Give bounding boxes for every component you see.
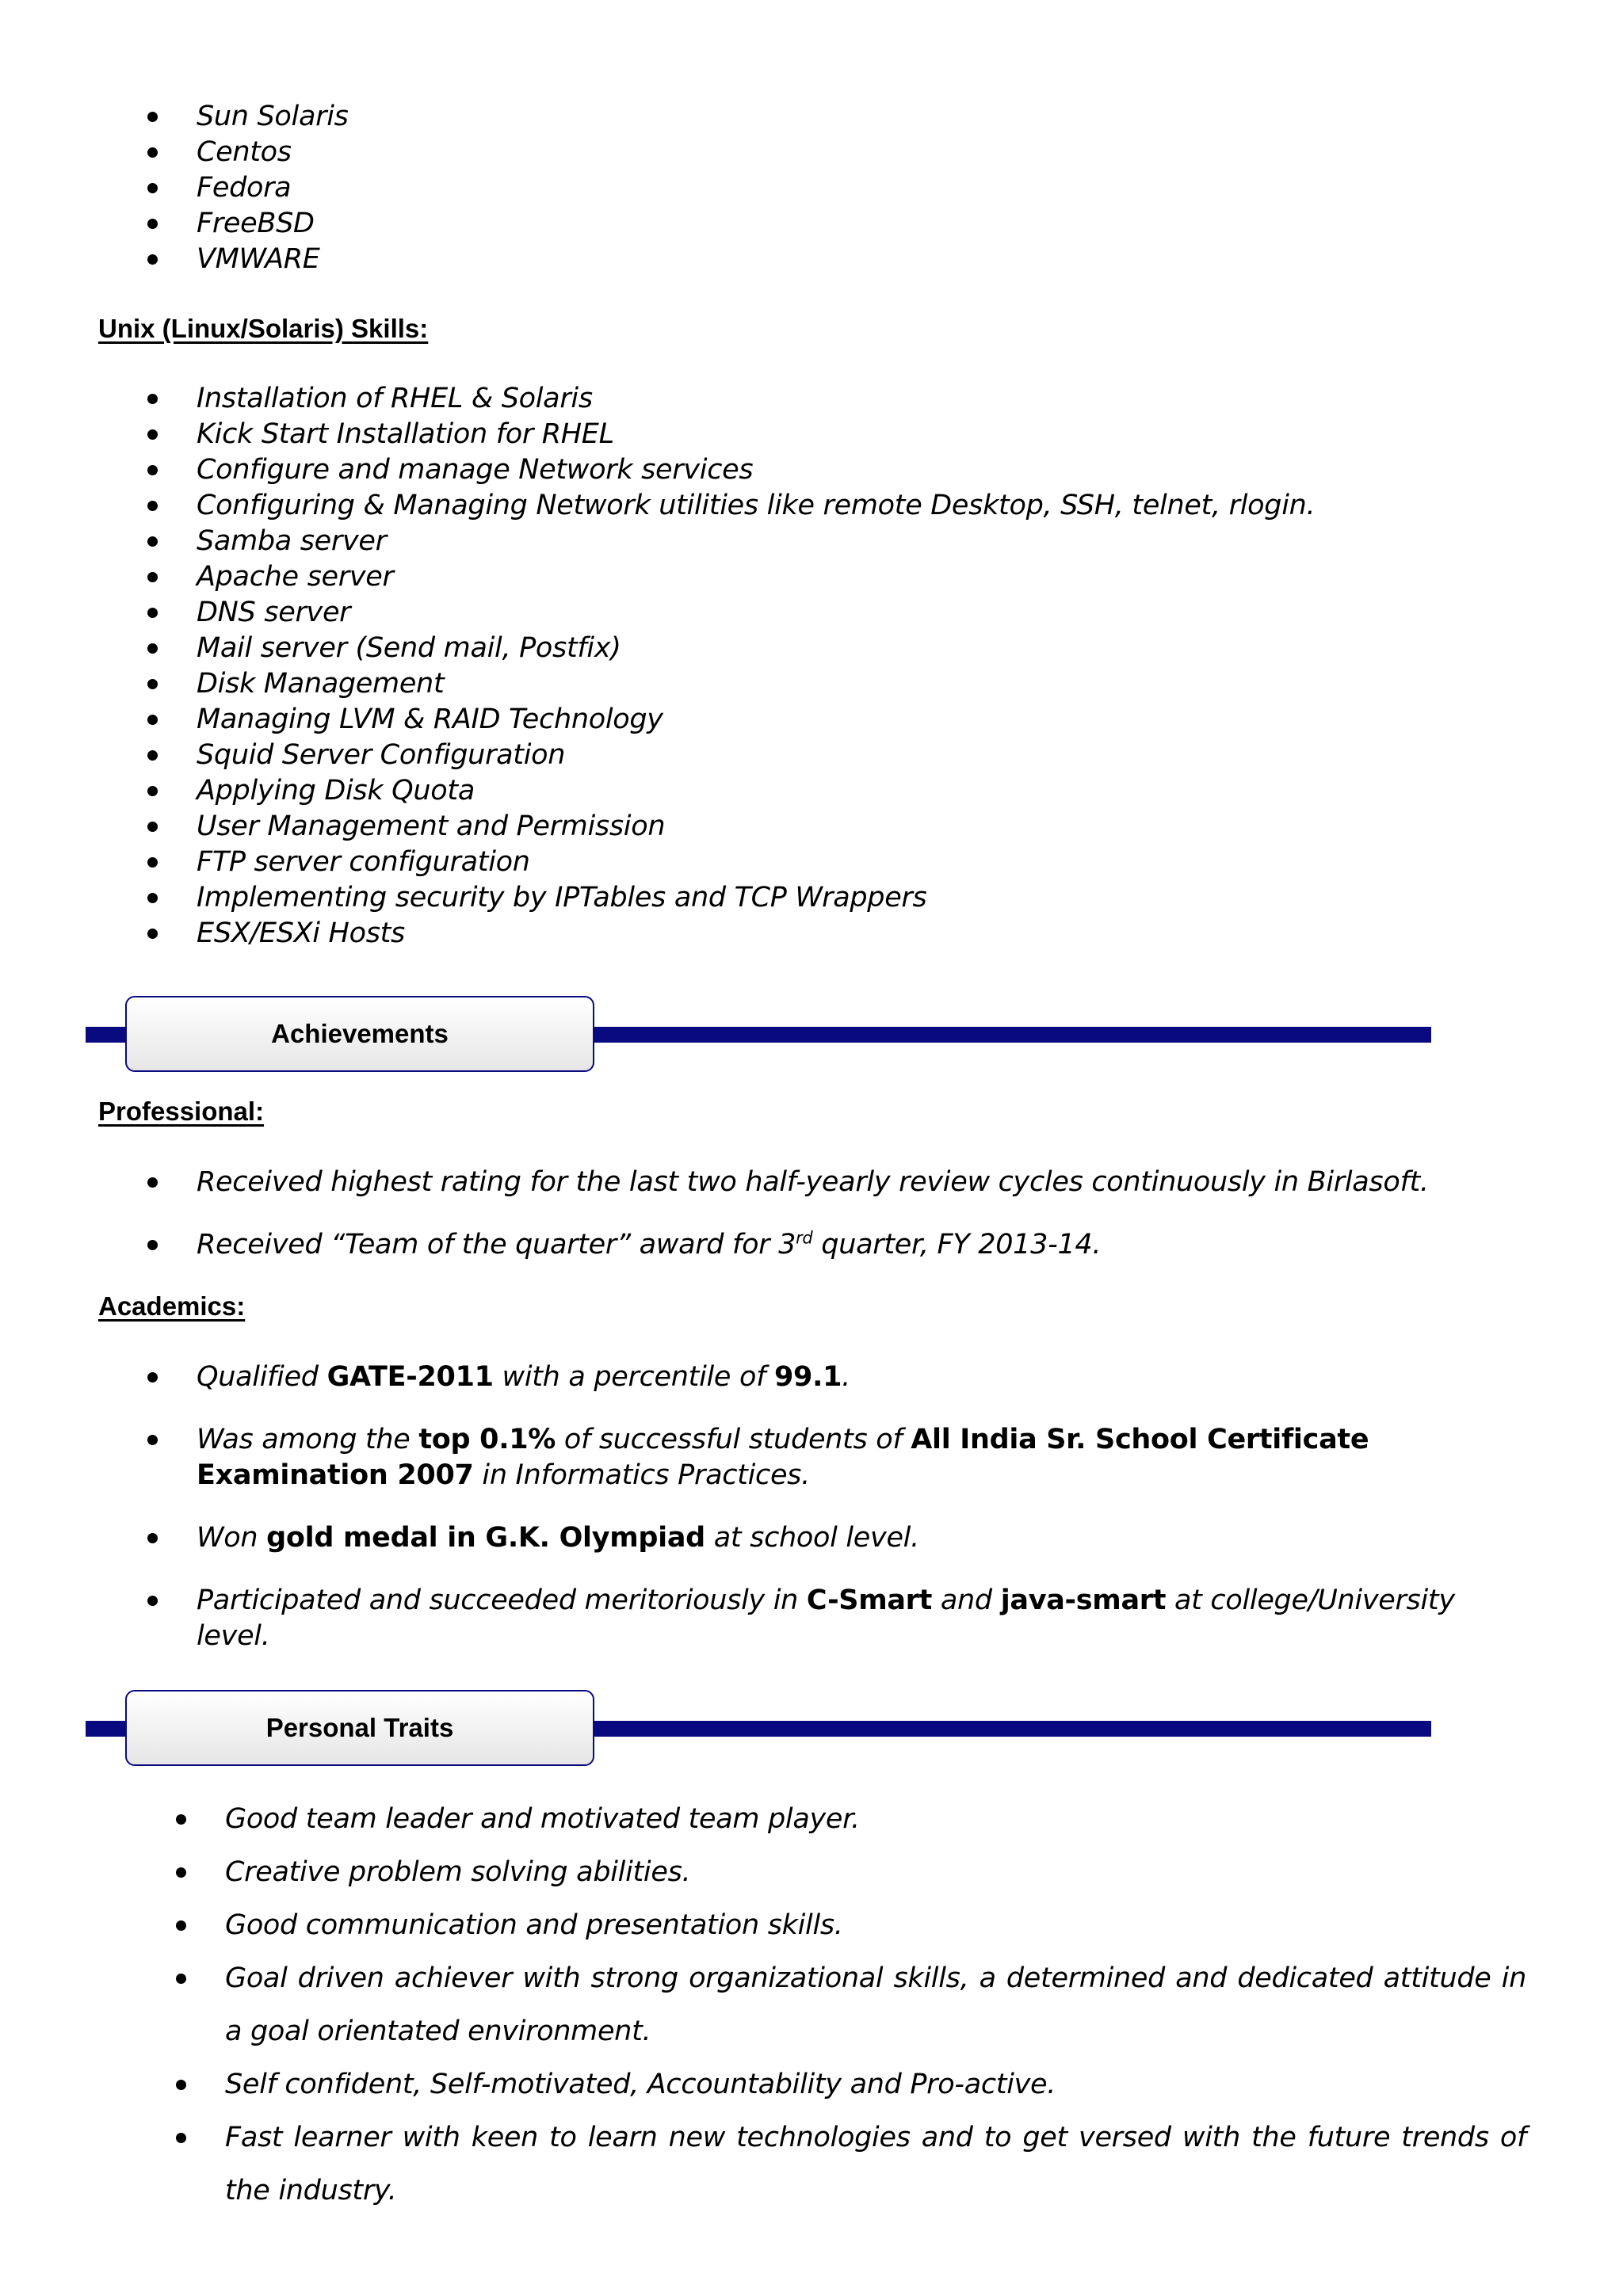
list-item: Apache server: [0, 559, 1623, 595]
bullet-icon: [147, 254, 158, 265]
bullet-icon: [147, 643, 158, 654]
bullet-icon: [147, 893, 158, 903]
academics-heading: Academics:: [98, 1291, 246, 1321]
list-item: Samba server: [0, 524, 1623, 559]
list-item: Installation of RHEL & Solaris: [0, 381, 1623, 417]
list-item: Won gold medal in G.K. Olympiad at school level.: [0, 1520, 1623, 1556]
list-item: Fedora: [0, 170, 1623, 206]
bullet-icon: [147, 857, 158, 868]
bullet-icon: [147, 608, 158, 618]
professional-heading: Professional:: [98, 1097, 265, 1126]
list-item: Fast learner with keen to learn new technologies and to get versed with the future trends of the industry.: [0, 2111, 1623, 2218]
bullet-icon: [147, 1533, 158, 1543]
list-item: Disk Management: [0, 666, 1623, 702]
bullet-icon: [147, 1177, 158, 1188]
list-item: Creative problem solving abilities.: [0, 1846, 1623, 1899]
os-list: [0, 99, 1623, 277]
list-item: Implementing security by IPTables and TCP Wrappers: [0, 880, 1623, 916]
bullet-icon: [147, 429, 158, 440]
bullet-icon: [147, 679, 158, 689]
bullet-icon: [147, 750, 158, 761]
list-item: Squid Server Configuration: [0, 738, 1623, 773]
personal-traits-list: [0, 1793, 1623, 2218]
list-item: Good team leader and motivated team player.: [0, 1793, 1623, 1846]
academics-list: [0, 1360, 1623, 1681]
bullet-icon: [176, 1867, 186, 1878]
bullet-icon: [147, 822, 158, 832]
list-item: Applying Disk Quota: [0, 773, 1623, 809]
bullet-icon: [176, 1814, 186, 1825]
unix-skills-heading: Unix (Linux/Solaris) Skills:: [98, 314, 429, 343]
list-item: VMWARE: [0, 242, 1623, 277]
bullet-icon: [147, 1240, 158, 1250]
bullet-icon: [147, 147, 158, 158]
achievements-section-header: [86, 996, 1431, 1072]
bullet-icon: [147, 572, 158, 582]
list-item: Configuring & Managing Network utilities like remote Desktop, SSH, telnet, rlogin.: [0, 488, 1623, 524]
list-item: Centos: [0, 135, 1623, 170]
list-item: User Management and Permission: [0, 809, 1623, 845]
list-item: Qualified GATE-2011 with a percentile of 99.1.: [0, 1360, 1623, 1395]
section-title: Personal Traits: [125, 1690, 594, 1766]
bullet-icon: [147, 183, 158, 193]
list-item: Goal driven achiever with strong organizational skills, a determined and dedicated attitude in a goal orientated environment.: [0, 1952, 1623, 2058]
bullet-icon: [176, 1974, 186, 1984]
bullet-icon: [147, 1372, 158, 1383]
list-item: Good communication and presentation skills.: [0, 1899, 1623, 1952]
bullet-icon: [147, 1596, 158, 1606]
bullet-icon: [147, 929, 158, 939]
bullet-icon: [147, 501, 158, 511]
list-item: FreeBSD: [0, 206, 1623, 242]
section-title: Achievements: [125, 996, 594, 1072]
bullet-icon: [147, 112, 158, 122]
bullet-icon: [176, 2080, 186, 2090]
bullet-icon: [147, 394, 158, 404]
list-item: Mail server (Send mail, Postfix): [0, 631, 1623, 666]
list-item: Kick Start Installation for RHEL: [0, 417, 1623, 452]
professional-list: [0, 1165, 1623, 1290]
list-item: Configure and manage Network services: [0, 452, 1623, 488]
unix-skills-list: [0, 381, 1623, 952]
list-item: Self confident, Self-motivated, Accountability and Pro-active.: [0, 2058, 1623, 2111]
bullet-icon: [176, 2133, 186, 2143]
list-item: Sun Solaris: [0, 99, 1623, 135]
list-item: Received highest rating for the last two half-yearly review cycles continuously in Birlasoft.: [0, 1165, 1623, 1200]
list-item: Was among the top 0.1% of successful students of All India Sr. School Certificate Examination 2007 in Informatics Practices.: [0, 1422, 1623, 1493]
list-item: Received “Team of the quarter” award for 3rd quarter, FY 2013-14.: [0, 1227, 1623, 1263]
bullet-icon: [147, 1435, 158, 1445]
bullet-icon: [147, 219, 158, 229]
list-item: Managing LVM & RAID Technology: [0, 702, 1623, 738]
list-item: DNS server: [0, 595, 1623, 631]
bullet-icon: [147, 536, 158, 547]
list-item: ESX/ESXi Hosts: [0, 916, 1623, 952]
bullet-icon: [147, 715, 158, 725]
bullet-icon: [176, 1920, 186, 1931]
list-item: Participated and succeeded meritoriously in C-Smart and java-smart at college/University level.: [0, 1583, 1623, 1654]
bullet-icon: [147, 786, 158, 796]
personal-traits-section-header: [86, 1690, 1431, 1766]
list-item: FTP server configuration: [0, 845, 1623, 880]
bullet-icon: [147, 465, 158, 475]
